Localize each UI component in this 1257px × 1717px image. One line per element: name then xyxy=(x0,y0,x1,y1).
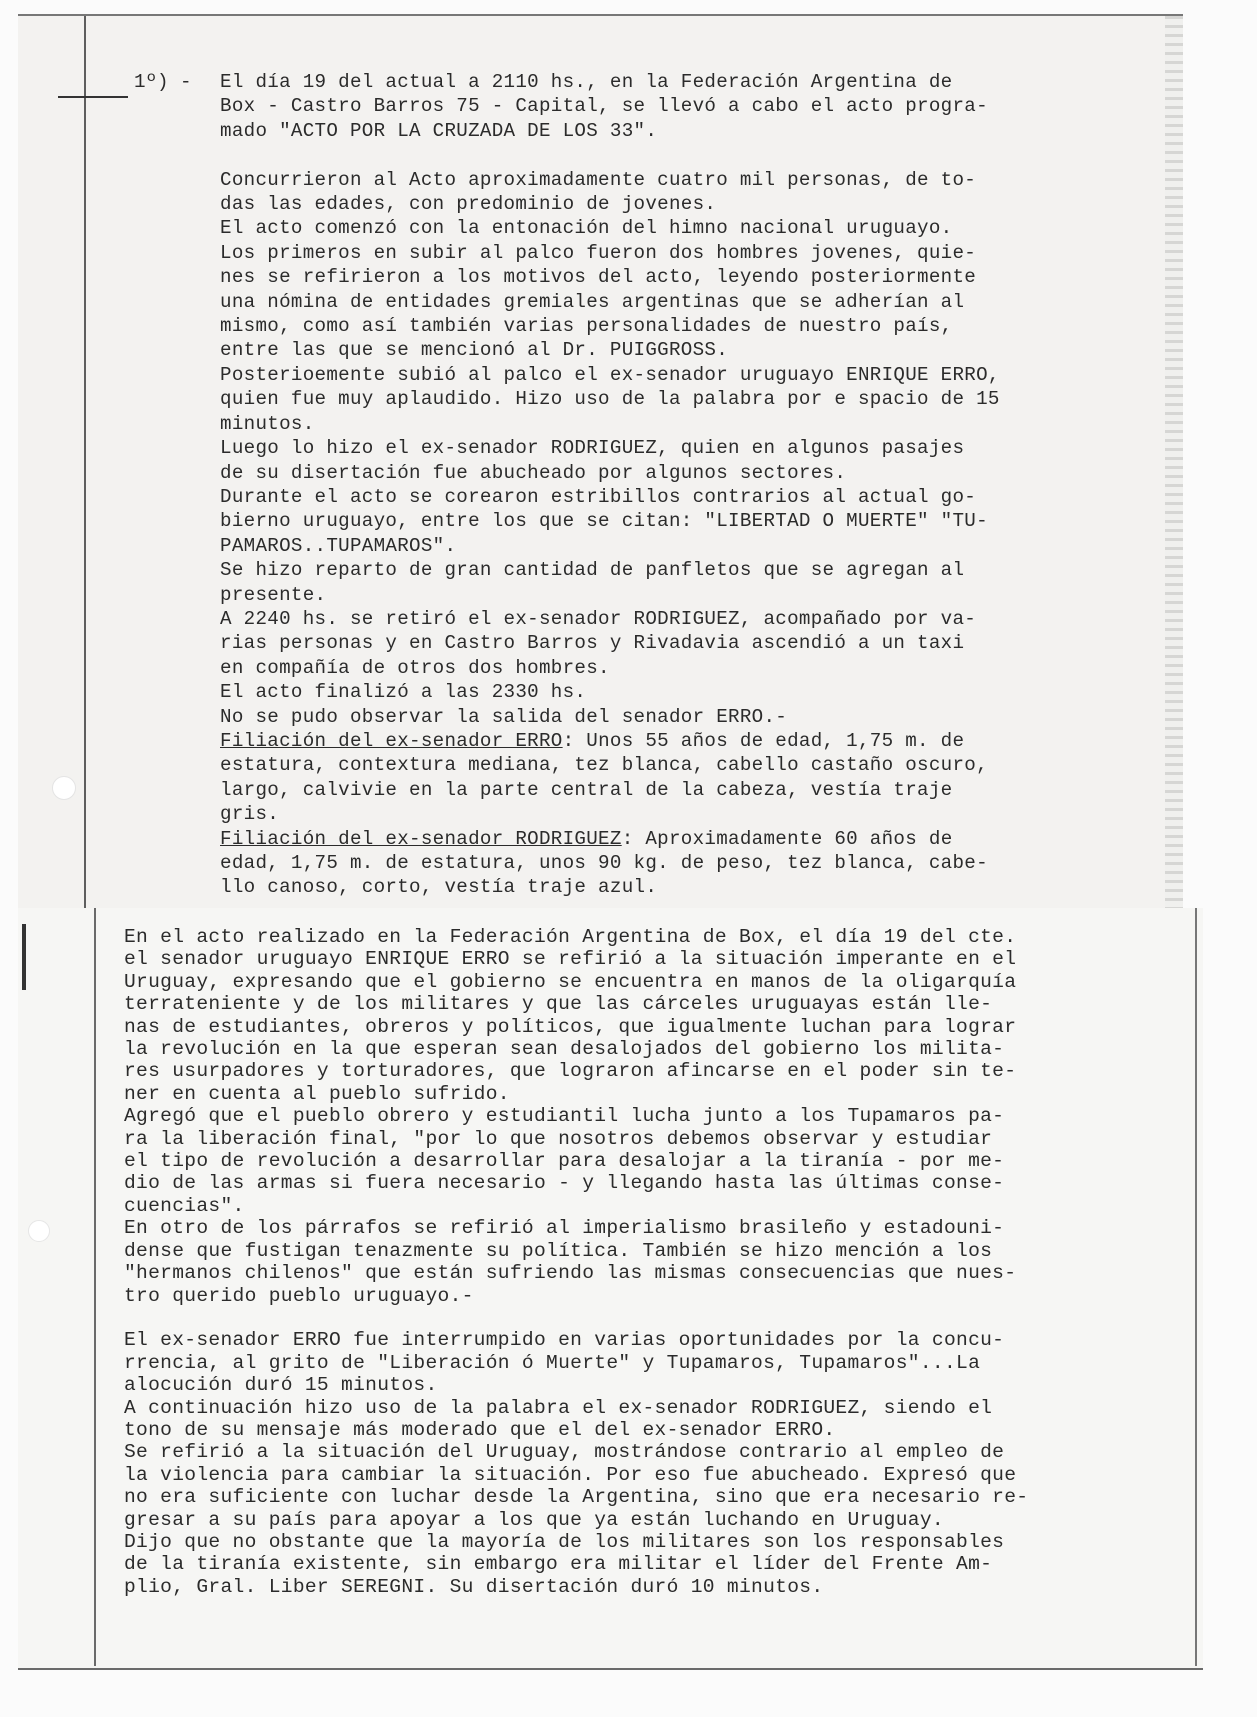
filiation-erro-line: largo, calvivie en la parte central de la cabeza, vestía traje xyxy=(220,778,953,801)
text-line: Durante el acto se corearon estribillos contrarios al actual go- xyxy=(220,485,977,508)
text-line: presente. xyxy=(220,583,327,606)
text-line: En el acto realizado en la Federación Argentina de Box, el día 19 del cte. xyxy=(124,926,1017,948)
item-number: 1º) - xyxy=(134,71,192,93)
punch-hole xyxy=(52,776,76,800)
text-line: El acto comenzó con la entonación del himno nacional uruguayo. xyxy=(220,217,953,240)
text-line: de la tiranía existente, sin embargo era militar el líder del Frente Am- xyxy=(124,1553,993,1576)
text-line: Box - Castro Barros 75 - Capital, se llevó a cabo el acto progra- xyxy=(220,95,988,118)
filiation-erro-label: Filiación del ex-senador ERRO xyxy=(220,730,563,752)
text-line: alocución duró 15 minutos. xyxy=(124,1374,438,1397)
text-line: no era suficiente con luchar desde la Argentina, sino que era necesario re- xyxy=(124,1486,1029,1509)
text-line: quien fue muy aplaudido. Hizo uso de la palabra por e spacio de 15 xyxy=(220,388,1000,411)
punch-hole xyxy=(28,1220,50,1242)
text-line: En otro de los párrafos se refirió al imperialismo brasileño y estadouni- xyxy=(124,1217,1005,1240)
text-line: minutos. xyxy=(220,412,315,435)
text-line: Posterioemente subió al palco el ex-senador uruguayo ENRIQUE ERRO, xyxy=(220,363,1000,386)
text-line: en compañía de otros dos hombres. xyxy=(220,656,610,679)
left-margin-rule xyxy=(84,16,86,908)
filiation-section xyxy=(220,729,988,900)
filiation-rodriguez-label: Filiación del ex-senador RODRIGUEZ xyxy=(220,827,622,850)
text-line: una nómina de entidades gremiales argentinas que se adherían al xyxy=(220,290,965,313)
filiation-rodriguez-line: Filiación del ex-senador RODRIGUEZ: Aproximadamente 60 años de xyxy=(220,827,953,850)
right-margin-rule xyxy=(1195,908,1197,1666)
pen-mark xyxy=(58,96,128,98)
filiation-rodriguez-line: llo canoso, corto, vestía traje azul. xyxy=(220,876,658,899)
text-line: El acto finalizó a las 2330 hs. xyxy=(220,681,587,704)
text-line: El día 19 del actual a 2110 hs., en la Federación Argentina de xyxy=(220,71,953,93)
text-line: mado "ACTO POR LA CRUZADA DE LOS 33". xyxy=(220,119,658,142)
filiation-erro-line: Filiación del ex-senador ERRO: Unos 55 años de edad, 1,75 m. de xyxy=(220,730,965,752)
text-line: A continuación hizo uso de la palabra el ex-senador RODRIGUEZ, siendo el xyxy=(124,1396,993,1419)
text-line: bierno uruguayo, entre los que se citan: "LIBERTAD O MUERTE" "TU- xyxy=(220,510,988,533)
text-line: Luego lo hizo el ex-senador RODRIGUEZ, quien en algunos pasajes xyxy=(220,437,965,460)
text-line: terrateniente y de los militares y que las cárceles uruguayas están lle- xyxy=(124,993,993,1016)
text-line: rias personas y en Castro Barros y Rivadavia ascendió a un taxi xyxy=(220,632,965,655)
text-line: Se refirió a la situación del Uruguay, mostrándose contrario al empleo de xyxy=(124,1441,1005,1464)
text-line: entre las que se mencionó al Dr. PUIGGROSS. xyxy=(220,339,729,362)
text-line: la revolución en la que esperan sean desalojados del gobierno los milita- xyxy=(124,1038,1005,1061)
text-line: "hermanos chilenos" que están sufriendo las mismas consecuencias que nues- xyxy=(124,1262,1017,1285)
left-margin-rule xyxy=(94,908,96,1666)
text-line: Se hizo reparto de gran cantidad de panfletos que se agregan al xyxy=(220,559,965,582)
text-line: Uruguay, expresando que el gobierno se encuentra en manos de la oligarquía xyxy=(124,970,1017,993)
text-line: dense que fustigan tenazmente su política. También se hizo mención a los xyxy=(124,1239,993,1262)
text-line: la violencia para cambiar la situación. Por eso fue abucheado. Expresó que xyxy=(124,1463,1017,1486)
margin-mark xyxy=(22,924,26,990)
text-line: Los primeros en subir al palco fueron dos hombres jovenes, quie- xyxy=(220,241,977,264)
text-line: das las edades, con predominio de jovenes. xyxy=(220,193,717,216)
filiation-rodriguez-line: edad, 1,75 m. de estatura, unos 90 kg. de peso, tez blanca, cabe- xyxy=(220,852,988,875)
text-line: PAMAROS..TUPAMAROS". xyxy=(220,534,457,557)
text-line: el senador uruguayo ENRIQUE ERRO se refirió a la situación imperante en el xyxy=(124,948,1017,971)
text-line: El ex-senador ERRO fue interrumpido en varias oportunidades por la concu- xyxy=(124,1329,1005,1352)
text-line: rrencia, al grito de "Liberación ó Muerte" y Tupamaros, Tupamaros"...La xyxy=(124,1351,981,1374)
text-line: ner en cuenta al pueblo sufrido. xyxy=(124,1082,510,1105)
text-line: res usurpadores y torturadores, que lograron afincarse en el poder sin te- xyxy=(124,1060,1017,1083)
text-line: tro querido pueblo uruguayo.- xyxy=(124,1284,474,1307)
text-line xyxy=(220,143,1000,167)
text-line: mismo, como así también varias personalidades de nuestro país, xyxy=(220,315,953,338)
text-line: el tipo de revolución a desarrollar para desalojar a la tiranía - por me- xyxy=(124,1150,1005,1173)
torn-right-edge xyxy=(1165,16,1183,908)
text-line: nes se refirieron a los motivos del acto, leyendo posteriormente xyxy=(220,266,977,289)
lower-report-text xyxy=(124,926,1028,1598)
text-line: ra la liberación final, "por lo que nosotros debemos observar y estudiar xyxy=(124,1127,993,1150)
text-line: Concurrieron al Acto aproximadamente cuatro mil personas, de to- xyxy=(220,168,977,191)
text-line xyxy=(124,1307,1028,1329)
text-line: nas de estudiantes, obreros y políticos, que igualmente luchan para lograr xyxy=(124,1015,1017,1038)
text-line: No se pudo observar la salida del senador ERRO.- xyxy=(220,705,788,728)
text-line: gresar a su país para apoyar a los que ya están luchando en Uruguay. xyxy=(124,1508,944,1531)
text-line: dio de las armas si fuera necesario - y llegando hasta las últimas conse- xyxy=(124,1172,1005,1195)
text-line: Agregó que el pueblo obrero y estudiantil lucha junto a los Tupamaros pa- xyxy=(124,1105,1005,1128)
text-line: Dijo que no obstante que la mayoría de los militares son los responsables xyxy=(124,1530,1005,1553)
upper-report-text xyxy=(220,70,1000,729)
filiation-erro-line: estatura, contextura mediana, tez blanca, cabello castaño oscuro, xyxy=(220,754,988,777)
text-line: tono de su mensaje más moderado que el del ex-senador ERRO. xyxy=(124,1418,836,1441)
text-line: cuencias". xyxy=(124,1194,245,1217)
text-line: plio, Gral. Liber SEREGNI. Su disertación duró 10 minutos. xyxy=(124,1575,824,1598)
filiation-erro-line: gris. xyxy=(220,803,280,826)
text-line: de su disertación fue abucheado por algunos sectores. xyxy=(220,461,847,484)
text-line: A 2240 hs. se retiró el ex-senador RODRIGUEZ, acompañado por va- xyxy=(220,607,977,630)
